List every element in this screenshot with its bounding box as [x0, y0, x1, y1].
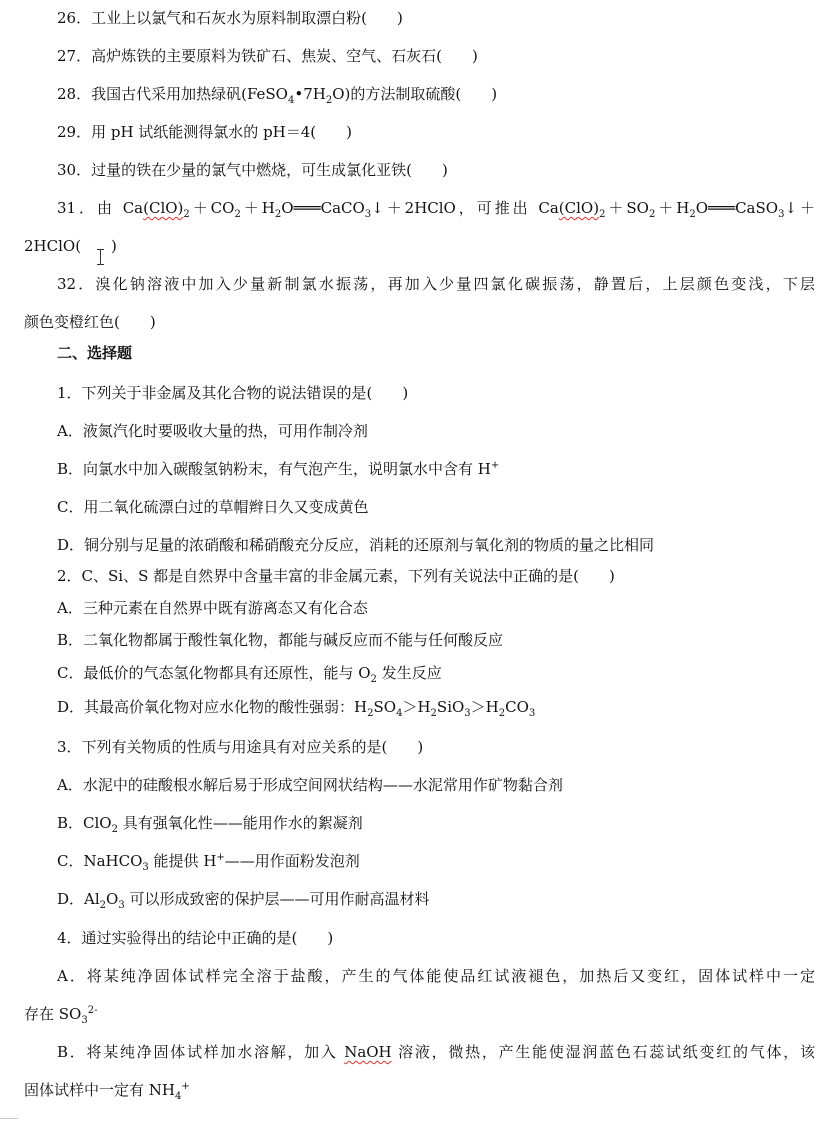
text-cursor-icon	[100, 249, 107, 265]
mc1-option-b: B．向氯水中加入碳酸氢钠粉末，有气泡产生，说明氯水中含有 H+	[57, 460, 500, 478]
mc3-option-c: C．NaHCO$_3$ 能提供 H+——用作面粉发泡剂	[57, 852, 360, 873]
mc2-option-d: D．其最高价氧化物对应水化物的酸性强弱：$H_2SO_4>H_2SiO_3>H_2CO_3$	[57, 698, 536, 719]
section-heading: 二、选择题	[57, 344, 133, 362]
item-31-line2: 2HClO( )	[24, 237, 117, 255]
mc3-stem: 3．下列有关物质的性质与用途具有对应关系的是( )	[57, 738, 424, 756]
item-26: 26．工业上以氯气和石灰水为原料制取漂白粉( )	[57, 9, 403, 27]
mc1-option-a: A．液氮汽化时要吸收大量的热，可用作制冷剂	[57, 422, 368, 440]
mc2-option-b: B．二氧化物都属于酸性氧化物，都能与碱反应而不能与任何酸反应	[57, 631, 504, 649]
item-28: 28．我国古代采用加热绿矾$(FeSO_4•7H_2O)$的方法制取硫酸( )	[57, 85, 498, 106]
item-31-line1: 31．由 $Ca(ClO)_2+CO_2+H_2O═══CaCO_3↓+2HClO$，可推出 $Ca(ClO)_2+SO_2+H_2O═══CaSO_3↓+$	[57, 199, 815, 220]
mc4-option-a-line2: 存在 $SO_3^{2-}$	[24, 1005, 98, 1026]
mc1-option-c: C．用二氧化硫漂白过的草帽辫日久又变成黄色	[57, 498, 369, 516]
mc3-option-d: D．$Al_2O_3$ 可以形成致密的保护层——可用作耐高温材料	[57, 890, 430, 911]
item-29: 29．用 pH 试纸能测得氯水的 pH＝4( )	[57, 123, 353, 141]
mc4-stem: 4．通过实验得出的结论中正确的是( )	[57, 929, 334, 947]
page-corner-mark	[0, 1118, 18, 1119]
item-27: 27．高炉炼铁的主要原料为铁矿石、焦炭、空气、石灰石( )	[57, 47, 478, 65]
mc1-option-d: D．铜分别与足量的浓硝酸和稀硝酸充分反应，消耗的还原剂与氧化剂的物质的量之比相同	[57, 536, 655, 554]
mc4-option-a-line1: A．将某纯净固体试样完全溶于盐酸，产生的气体能使品红试液褪色，加热后又变红，固体试样中一定	[57, 967, 815, 985]
mc2-option-c: C．最低价的气态氢化物都具有还原性，能与 $O_2$ 发生反应	[57, 664, 442, 685]
mc3-option-b: B．ClO$_2$ 具有强氧化性——能用作水的絮凝剂	[57, 814, 363, 835]
item-32-line1: 32．溴化钠溶液中加入少量新制氯水振荡，再加入少量四氯化碳振荡，静置后，上层颜色变浅，下层	[57, 275, 815, 293]
mc3-option-a: A．水泥中的硅酸根水解后易于形成空间网状结构——水泥常用作矿物黏合剂	[57, 776, 563, 794]
mc2-option-a: A．三种元素在自然界中既有游离态又有化合态	[57, 599, 368, 617]
item-30: 30．过量的铁在少量的氯气中燃烧，可生成氯化亚铁( )	[57, 161, 448, 179]
mc4-option-b-line2: 固体试样中一定有 $NH_4^+$	[24, 1081, 190, 1102]
mc1-stem: 1．下列关于非金属及其化合物的说法错误的是( )	[57, 384, 409, 402]
mc4-option-b-line1: B．将某纯净固体试样加水溶解，加入 NaOH 溶液，微热，产生能使湿润蓝色石蕊试纸变红的气体，该	[57, 1043, 815, 1061]
item-32-line2: 颜色变橙红色( )	[24, 313, 156, 331]
mc2-stem: 2．C、Si、S 都是自然界中含量丰富的非金属元素，下列有关说法中正确的是( )	[57, 567, 615, 585]
